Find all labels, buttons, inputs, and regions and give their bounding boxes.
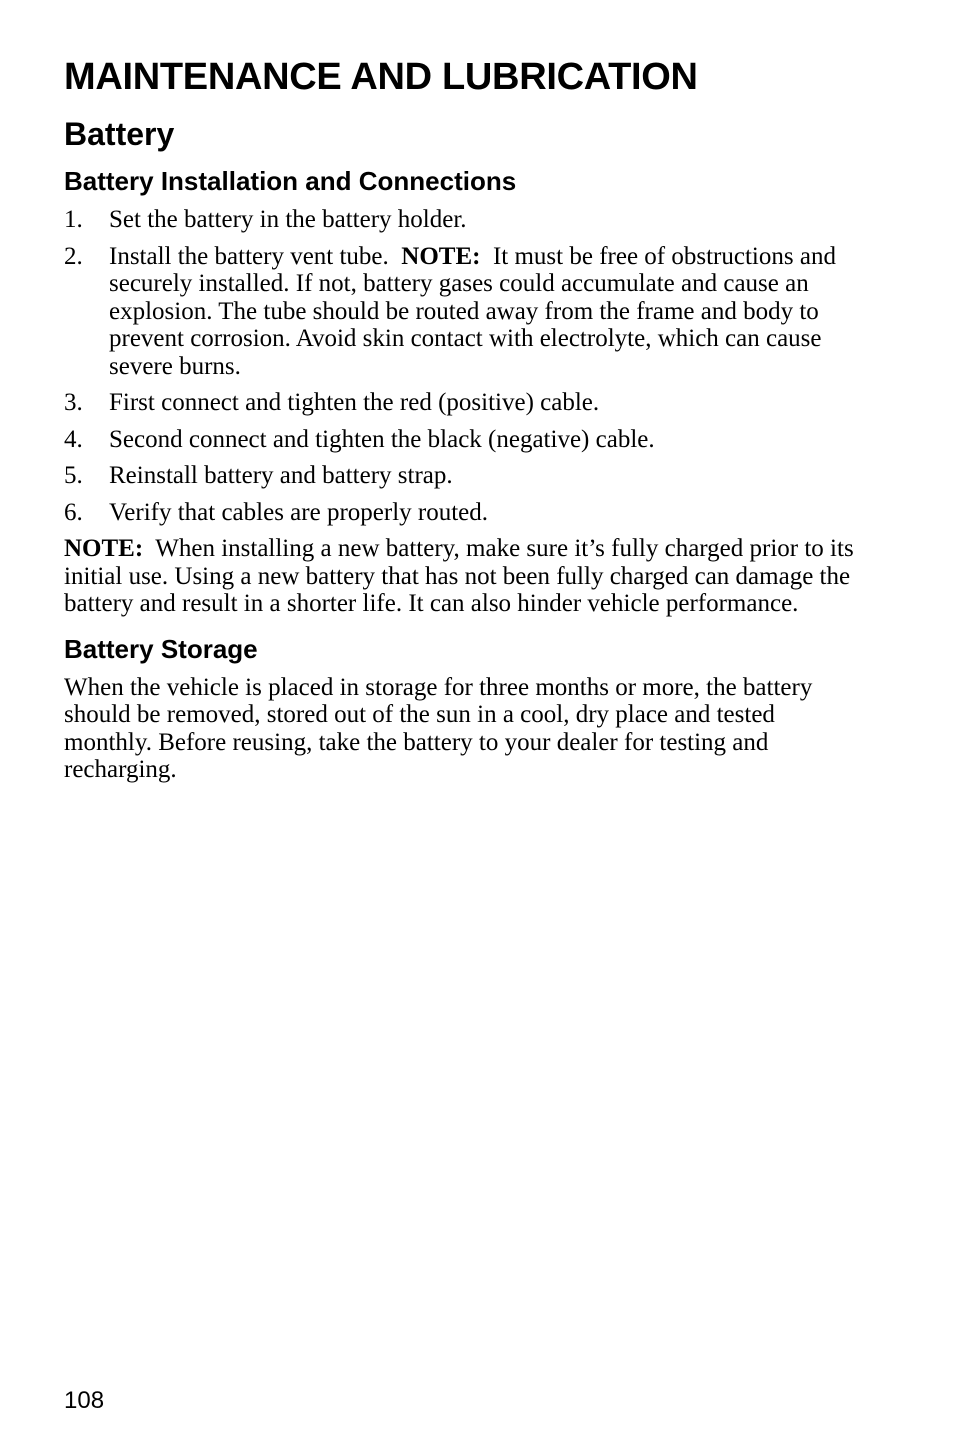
page-number: 108 <box>64 1387 105 1414</box>
note-text: It must be free of obstructions and securely installed. If not, battery gases could accumulate and cause an explosion. The tube should be routed away from the frame and body to prevent corrosion. Avoid skin contact with electrolyte, which can cause severe burns. <box>109 242 836 380</box>
step-number: 4. <box>64 425 83 453</box>
storage-paragraph: When the vehicle is placed in storage for three months or more, the battery should be removed, stored out of the sun in a cool, dry place and tested monthly. Before reusing, take the battery to your dealer for testing and recharging. <box>64 673 813 783</box>
step-number: 6. <box>64 498 83 526</box>
page-content <box>64 52 864 784</box>
list-item <box>64 389 864 417</box>
installation-note <box>64 535 864 618</box>
step-text: Verify that cables are properly routed. <box>109 498 489 526</box>
step-text: Set the battery in the battery holder. <box>109 206 467 233</box>
list-item <box>64 426 864 454</box>
step-number: 1. <box>64 206 83 233</box>
step-text: First connect and tighten the red (positive) cable. <box>109 389 600 416</box>
step-number: 3. <box>64 389 83 416</box>
step-text: Reinstall battery and battery strap. <box>109 462 453 489</box>
step-number: 2. <box>64 242 83 270</box>
page-title: MAINTENANCE AND LUBRICATION <box>64 56 698 98</box>
step-text: Install the battery vent tube. <box>109 242 389 270</box>
installation-steps <box>64 206 864 526</box>
note-text: When installing a new battery, make sure it’s fully charged prior to its initial use. Using a new battery that has not been fully charged can damage the battery and result in a shorter life. It can also hinder vehicle performance. <box>64 535 854 617</box>
installation-heading: Battery Installation and Connections <box>64 166 517 196</box>
storage-heading: Battery Storage <box>64 633 258 664</box>
list-item <box>64 462 864 490</box>
list-item <box>64 206 864 234</box>
list-item <box>64 499 864 527</box>
section-heading: Battery <box>64 116 175 152</box>
list-item <box>64 243 864 381</box>
note-label: NOTE: <box>401 242 481 270</box>
step-number: 5. <box>64 462 83 489</box>
step-text: Second connect and tighten the black (negative) cable. <box>109 425 655 453</box>
note-label: NOTE: <box>64 535 144 562</box>
